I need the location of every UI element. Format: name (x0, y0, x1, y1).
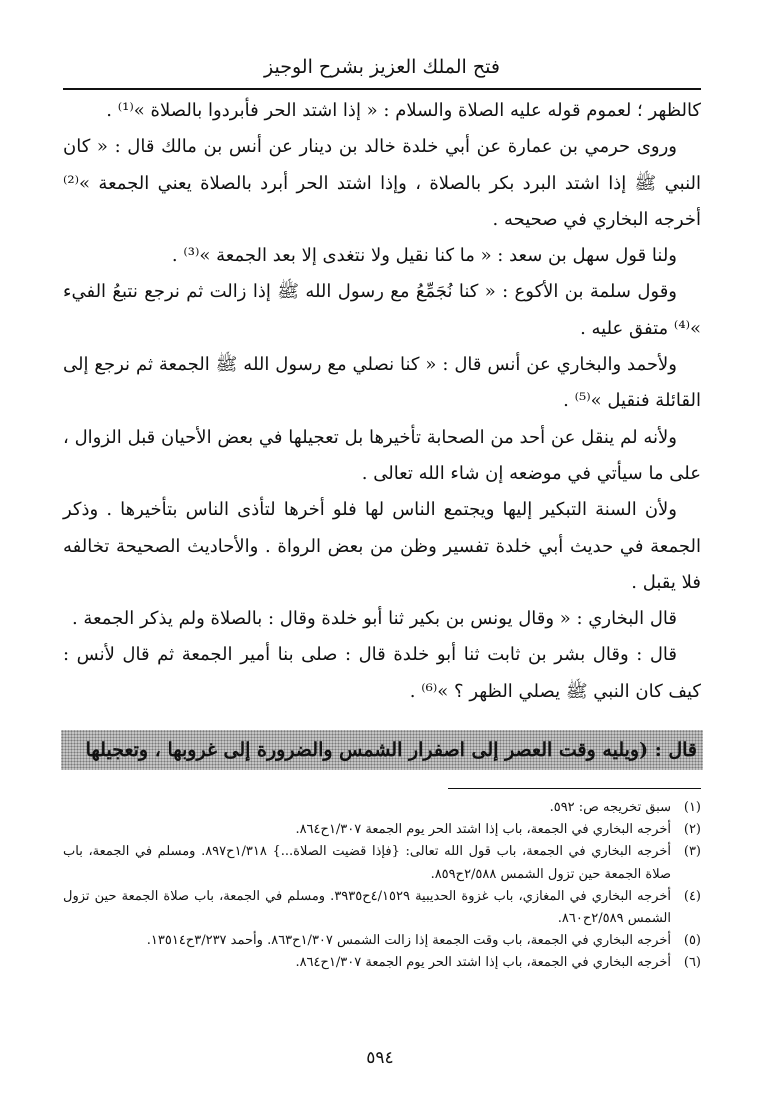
paragraph: وروى حرمي بن عمارة عن أبي خلدة خالد بن دينار عن أنس بن مالك قال : « كان النبي ﷺ إذا اشتد البرد بكر بالصلاة ، وإذا اشتد الحر أبرد بالصلاة يعني الجمعة »⁽²⁾ أخرجه البخاري في صحيحه . (63, 136, 701, 230)
footnote-number: (٦) (683, 955, 701, 971)
footnote-text: أخرجه البخاري في الجمعة، باب قول الله تعالى: {فإذا قضيت الصلاة...} ١/٣١٨ح٨٩٧. ومسلم في الجمعة، باب صلاة الجمعة حين تزول الشمس ٢/٥٨٨ح٨٥٩. (63, 844, 671, 882)
footnote-number: (١) (683, 800, 701, 815)
footnote-text: أخرجه البخاري في الجمعة، باب إذا اشتد الحر يوم الجمعة ١/٣٠٧ح٨٦٤. (295, 822, 671, 838)
footnote-separator (448, 788, 701, 789)
paragraph: ولنا قول سهل بن سعد : « ما كنا نقيل ولا نتغدى إلا بعد الجمعة »⁽³⁾ . (171, 245, 677, 267)
footnotes (63, 797, 701, 975)
paragraph: وقول سلمة بن الأكوع : « كنا نُجَمِّعُ مع رسول الله ﷺ إذا زالت ثم نرجع نتبعُ الفيء »⁽⁴⁾ متفق عليه . (63, 281, 701, 339)
page-number: ٥٩٤ (366, 1048, 394, 1068)
paragraph: قال البخاري : « وقال يونس بن بكير ثنا أبو خلدة وقال : بالصلاة ولم يذكر الجمعة . (71, 608, 677, 630)
footnote-item (63, 952, 701, 974)
footnote-number: (٢) (683, 822, 701, 838)
paragraph: ولأن السنة التبكير إليها ويجتمع الناس لها فلو أخرها لتأذى الناس بتأخيرها . وذكر الجمعة في حديث أبي خلدة تفسير وظن من بعض الرواة . والأحاديث الصحيحة تخالفه فلا يقبل . (63, 499, 701, 593)
footnote-text: أخرجه البخاري في الجمعة، باب إذا اشتد الحر يوم الجمعة ١/٣٠٧ح٨٦٤. (295, 955, 671, 971)
paragraph-continuation: كالظهر ؛ لعموم قوله عليه الصلاة والسلام : « إذا اشتد الحر فأبردوا بالصلاة »⁽¹⁾ . (106, 100, 701, 121)
paragraph: ولأنه لم ينقل عن أحد من الصحابة تأخيرها بل تعجيلها في بعض الأحيان قبل الزوال ، على ما سيأتي في موضعه إن شاء الله تعالى . (63, 426, 701, 484)
footnote-number: (٣) (683, 844, 701, 860)
footnote-text: سبق تخريجه ص: ٥٩٢. (549, 800, 671, 815)
footnote-number: (٤) (683, 888, 701, 904)
running-header: فتح الملك العزيز بشرح الوجيز (264, 56, 500, 78)
footnote-number: (٥) (683, 933, 701, 949)
footnote-item (63, 841, 701, 885)
footnote-text: أخرجه البخاري في الجمعة، باب وقت الجمعة إذا زالت الشمس ١/٣٠٧ح٨٦٣. وأحمد ٣/٢٣٧ح١٣٥١٤. (146, 933, 671, 949)
main-text (63, 93, 701, 710)
paragraph: ولأحمد والبخاري عن أنس قال : « كنا نصلي مع رسول الله ﷺ الجمعة ثم نرجع إلى القائلة فنقيل »⁽⁵⁾ . (63, 354, 701, 412)
header-rule (63, 88, 701, 90)
footnote-item (63, 930, 701, 952)
footnote-item (63, 886, 701, 930)
footnote-item (63, 797, 701, 819)
section-heading-banner: قال : (ويليه وقت العصر إلى اصفرار الشمس والضرورة إلى غروبها ، وتعجيلها (61, 730, 703, 770)
paragraph: قال : وقال بشر بن ثابت ثنا أبو خلدة قال : صلى بنا أمير الجمعة ثم قال لأنس : كيف كان النبي ﷺ يصلي الظهر ؟ »⁽⁶⁾ . (63, 644, 701, 702)
footnote-item (63, 819, 701, 841)
footnote-text: أخرجه البخاري في المغازي، باب غزوة الحديبية ٤/١٥٢٩ح٣٩٣٥. ومسلم في الجمعة، باب صلاة الجمعة حين تزول الشمس ٢/٥٨٩ح٨٦٠. (63, 888, 671, 927)
